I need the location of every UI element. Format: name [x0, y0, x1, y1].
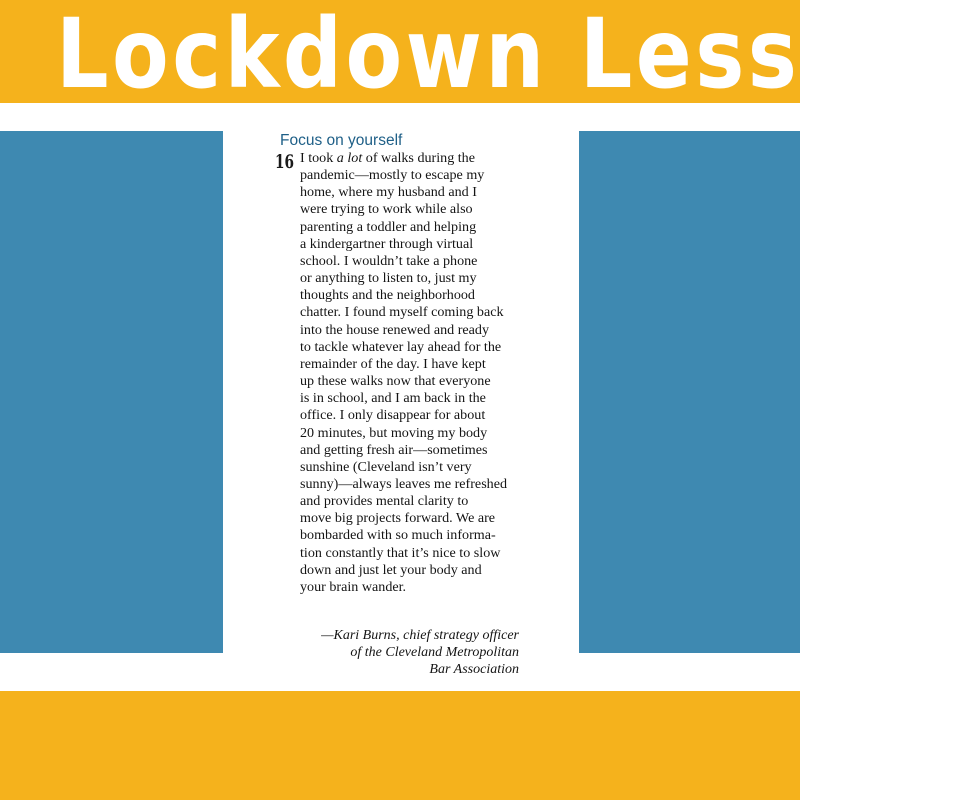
bottom-banner: [0, 691, 800, 800]
body-line: down and just let your body and: [300, 561, 482, 578]
banner-title: Lockdown Lessons: [56, 0, 975, 110]
body-line: pandemic—mostly to escape my: [300, 167, 485, 184]
body-line: 20 minutes, but moving my body: [300, 424, 488, 441]
body-line: a kindergartner through virtual: [300, 235, 474, 252]
body-line: remainder of the day. I have kept: [300, 355, 486, 372]
attribution-line: of the Cleveland Metropolitan: [350, 645, 519, 661]
article-body: [275, 150, 550, 596]
body-line: move big projects forward. We are: [300, 510, 496, 527]
body-line: [300, 150, 550, 167]
body-line: sunny)—always leaves me refreshed: [300, 475, 508, 492]
body-line: or anything to listen to, just my: [300, 270, 477, 287]
right-blue-panel: [579, 131, 800, 653]
body-line: office. I only disappear for about: [300, 407, 486, 424]
item-number: 16: [275, 151, 295, 173]
body-text-run: of walks during the: [362, 150, 475, 166]
body-line: is in school, and I am back in the: [300, 390, 486, 407]
body-line: bombarded with so much informa-: [300, 527, 496, 544]
top-banner: [0, 0, 975, 110]
body-line: school. I wouldn’t take a phone: [300, 252, 478, 269]
article: [275, 132, 550, 678]
body-line: and provides mental clarity to: [300, 493, 469, 510]
body-line: home, where my husband and I: [300, 184, 477, 201]
body-line: tion constantly that it’s nice to slow: [300, 544, 501, 561]
emphasis-text: a lot: [336, 150, 363, 166]
attribution-line: —Kari Burns, chief strategy officer: [321, 628, 519, 644]
body-paragraph: [300, 150, 550, 596]
body-line: and getting fresh air—sometimes: [300, 441, 488, 458]
article-heading: Focus on yourself: [280, 132, 403, 149]
body-line: your brain wander.: [300, 578, 407, 595]
body-line: to tackle whatever lay ahead for the: [300, 338, 502, 355]
body-line: up these walks now that everyone: [300, 373, 491, 390]
body-line: chatter. I found myself coming back: [300, 304, 504, 321]
left-blue-panel: [0, 131, 223, 653]
body-line: thoughts and the neighborhood: [300, 287, 475, 304]
body-line: sunshine (Cleveland isn’t very: [300, 458, 472, 475]
body-line: parenting a toddler and helping: [300, 218, 477, 235]
attribution-line: Bar Association: [429, 662, 519, 678]
body-line: into the house renewed and ready: [300, 321, 490, 338]
attribution: [280, 627, 519, 678]
body-line: were trying to work while also: [300, 201, 473, 218]
body-text-run: I took: [300, 150, 337, 166]
